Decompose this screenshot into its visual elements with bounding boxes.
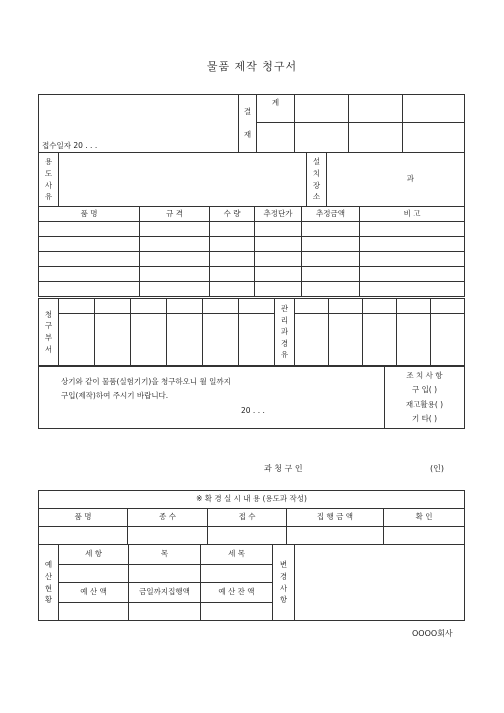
request-table [38,366,465,429]
measure-stock[interactable]: 재고활용( ) [405,399,444,409]
request-line-2: 구입(제작)하여 주시기 바랍니다. [61,391,169,401]
seal-mark: (인) [430,464,444,473]
manage-label: 관 리 과 경 유 [275,299,295,366]
approval-gye: 계 [257,95,295,123]
approval-box[interactable] [295,123,349,153]
approval-box[interactable] [349,123,403,153]
confirm-table: ※ 확 경 실 시 내 용 (용도과 작성) 품 명 종 수 접 수 집 행 금 액 확 인 [38,490,465,545]
request-line-1: 상기와 같이 물품(실험기기)을 청구하오니 월 일까지 [61,377,231,386]
budget-table: 예 산 현 황 세 항 목 세 목 변 경 사 항 예 산 액 금일까지집행액 예 산 잔 액 [38,544,465,621]
approval-box[interactable] [403,95,465,123]
header-spec: 규 격 [140,207,210,222]
usage-label: 용 도 사 유 [39,153,59,207]
measure-other[interactable]: 기 타( ) [411,413,438,423]
table-row [39,252,465,267]
measures-box: 조 치 사 항 구 입( ) 재고활용( ) 기 타( ) [385,367,465,429]
header-unit-price: 추정단가 [255,207,302,222]
budget-label: 예 산 현 황 [39,545,59,621]
usage-field[interactable] [59,153,307,207]
department-table [38,298,465,366]
measure-purchase[interactable]: 구 입( ) [411,385,438,395]
approval-box[interactable] [295,95,349,123]
header-item-name: 품 명 [39,207,140,222]
approval-box[interactable] [349,95,403,123]
location-label: 설 치 장 소 [307,153,327,207]
request-date: 20 . . . [241,405,265,415]
table-row [39,237,465,252]
usage-table [38,152,465,207]
table-row [39,267,465,282]
header-remarks: 비 고 [360,207,465,222]
approval-box[interactable] [257,123,295,153]
header-quantity: 수 량 [210,207,255,222]
confirm-heading: ※ 확 경 실 시 내 용 (용도과 작성) [39,491,465,509]
request-top-table [38,94,465,153]
requester-label: 과 청 구 인 [264,464,303,473]
request-statement [39,367,385,429]
change-label: 변 경 사 항 [273,545,295,621]
header-amount: 추정금액 [302,207,360,222]
table-row [39,222,465,237]
date-label: 접수일자 20 . . . [39,95,199,153]
approval-box[interactable] [403,123,465,153]
table-row [39,282,465,297]
item-table [38,206,465,297]
table-row [39,527,465,545]
location-field[interactable]: 과 [327,153,465,207]
approval-label: 결 재 [239,95,257,153]
company-name: OOOO회사 [412,629,453,638]
document-title: 물품 제작 청구서 [206,60,298,73]
dept-label: 청 구 부 서 [39,299,59,366]
change-field[interactable] [295,545,465,621]
